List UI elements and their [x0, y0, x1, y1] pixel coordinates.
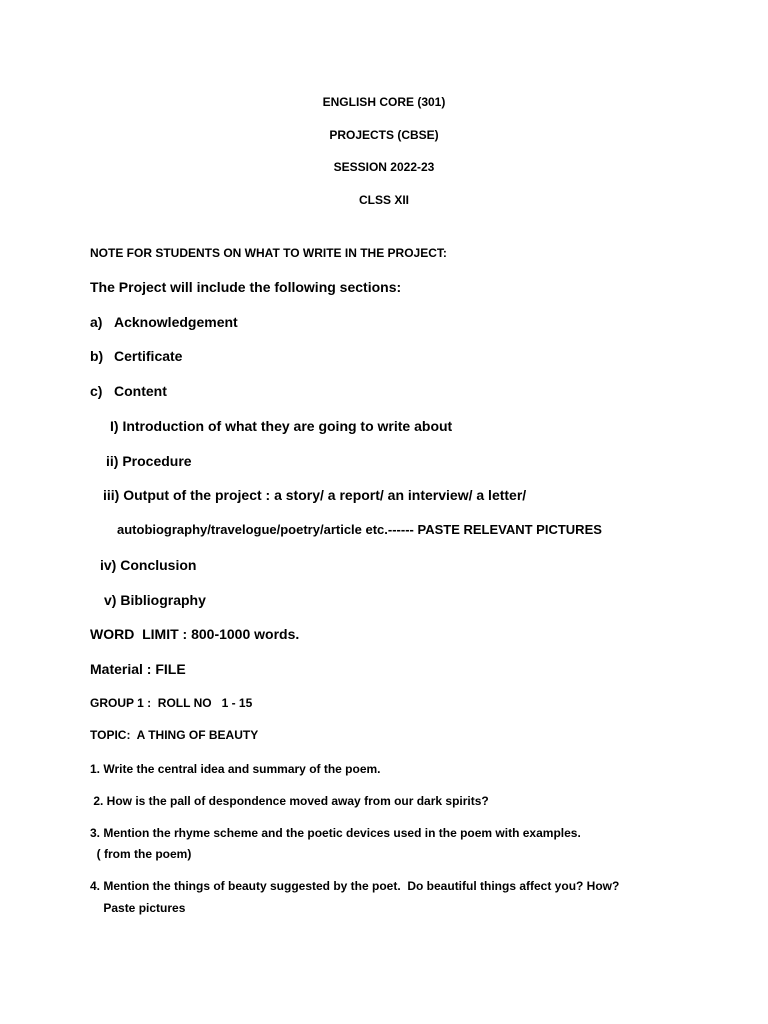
question-2: 2. How is the pall of despondence moved away from our dark spirits? [90, 794, 489, 808]
list-item [90, 384, 167, 398]
content-item-output: iii) Output of the project : a story/ a report/ an interview/ a letter/ [103, 487, 527, 503]
content-item-conclusion: iv) Conclusion [100, 557, 197, 573]
content-item-bibliography: v) Bibliography [104, 592, 206, 608]
material: Material : FILE [90, 661, 186, 677]
class-title: CLSS XII [358, 193, 409, 207]
course-title: ENGLISH CORE (301) [322, 95, 446, 109]
session-title: SESSION 2022-23 [333, 160, 435, 174]
list-marker: b) [90, 348, 104, 364]
list-item [90, 349, 182, 363]
question-3: 3. Mention the rhyme scheme and the poetic devices used in the poem with examples. [90, 826, 581, 840]
topic: TOPIC: A THING OF BEAUTY [90, 728, 259, 742]
section-content: Content [114, 383, 167, 399]
note-heading: NOTE FOR STUDENTS ON WHAT TO WRITE IN THE PROJECT: [90, 246, 447, 260]
content-item-procedure: ii) Procedure [106, 453, 192, 469]
question-1: 1. Write the central idea and summary of the poem. [90, 762, 381, 776]
sections-intro: The Project will include the following sections: [90, 279, 402, 295]
word-limit: WORD LIMIT : 800-1000 words. [90, 626, 300, 642]
projects-title: PROJECTS (CBSE) [329, 128, 439, 142]
list-item [90, 315, 238, 329]
section-certificate: Certificate [114, 348, 183, 364]
list-marker: a) [90, 314, 103, 330]
content-item-introduction: I) Introduction of what they are going to write about [110, 418, 453, 434]
content-item-output-continued: autobiography/travelogue/poetry/article etc.------ PASTE RELEVANT PICTURES [117, 522, 602, 537]
list-marker: c) [90, 383, 103, 399]
question-4-continued: Paste pictures [90, 901, 186, 915]
section-acknowledgement: Acknowledgement [114, 314, 238, 330]
question-4: 4. Mention the things of beauty suggested by the poet. Do beautiful things affect you? How? [90, 879, 620, 893]
question-3-continued: ( from the poem) [90, 847, 192, 861]
group-info: GROUP 1 : ROLL NO 1 - 15 [90, 696, 253, 710]
